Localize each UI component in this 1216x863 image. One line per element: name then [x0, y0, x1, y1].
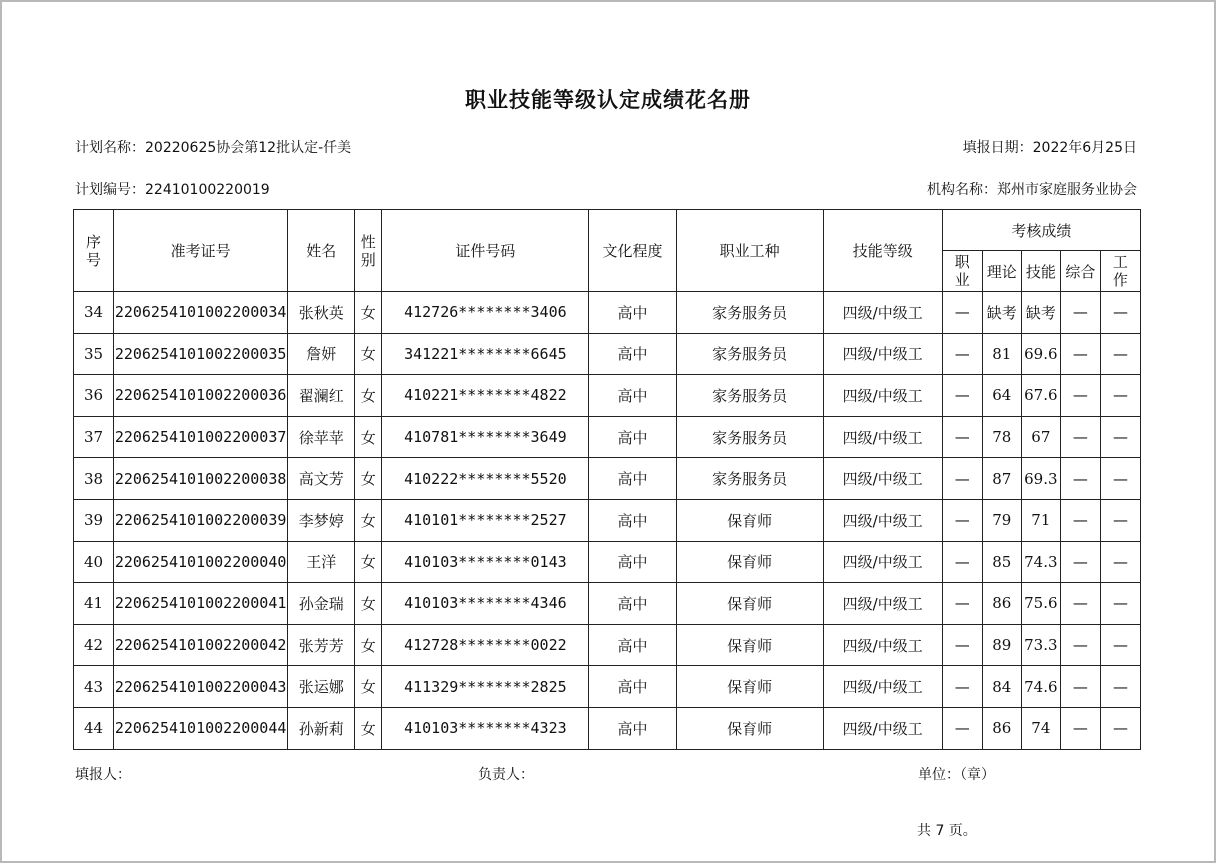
- cell-occupation: 保育师: [676, 541, 823, 583]
- cell-name: 张运娜: [288, 666, 355, 708]
- cell-name: 翟澜红: [288, 375, 355, 417]
- cell-work: —: [1100, 666, 1140, 708]
- cell-education: 高中: [589, 624, 676, 666]
- cell-level: 四级/中级工: [823, 541, 942, 583]
- col-header-id-no: 证件号码: [382, 210, 589, 292]
- cell-level: 四级/中级工: [823, 458, 942, 500]
- cell-comprehensive: —: [1060, 624, 1100, 666]
- cell-exam-no: 2206254101002200035: [114, 333, 288, 375]
- cell-seq: 35: [74, 333, 114, 375]
- cell-occupation: 保育师: [676, 666, 823, 708]
- cell-seq: 39: [74, 499, 114, 541]
- col-header-vocational-label: 职业: [954, 253, 970, 289]
- cell-work: —: [1100, 458, 1140, 500]
- col-header-theory: 理论: [982, 251, 1021, 292]
- cell-theory: 缺考: [982, 292, 1021, 334]
- cell-vocational: —: [942, 416, 982, 458]
- filler-label: 填报人：: [75, 767, 131, 783]
- cell-vocational: —: [942, 707, 982, 749]
- cell-skill: 74.6: [1021, 666, 1060, 708]
- cell-id-no: 411329********2825: [382, 666, 589, 708]
- col-header-vocational: [942, 251, 982, 292]
- cell-occupation: 家务服务员: [676, 458, 823, 500]
- cell-exam-no: 2206254101002200036: [114, 375, 288, 417]
- cell-vocational: —: [942, 375, 982, 417]
- cell-comprehensive: —: [1060, 292, 1100, 334]
- table-row: [74, 707, 1141, 749]
- cell-vocational: —: [942, 624, 982, 666]
- header-row: [74, 210, 1141, 251]
- cell-skill: 75.6: [1021, 583, 1060, 625]
- cell-gender: 女: [355, 375, 382, 417]
- cell-gender: 女: [355, 333, 382, 375]
- cell-id-no: 410221********4822: [382, 375, 589, 417]
- cell-occupation: 家务服务员: [676, 416, 823, 458]
- cell-gender: 女: [355, 624, 382, 666]
- col-header-gender-label: 性别: [360, 232, 376, 269]
- cell-exam-no: 2206254101002200043: [114, 666, 288, 708]
- cell-name: 王洋: [288, 541, 355, 583]
- cell-name: 詹妍: [288, 333, 355, 375]
- cell-comprehensive: —: [1060, 583, 1100, 625]
- cell-theory: 79: [982, 499, 1021, 541]
- cell-id-no: 410103********4323: [382, 707, 589, 749]
- cell-theory: 78: [982, 416, 1021, 458]
- page-title: 职业技能等级认定成绩花名册: [465, 88, 751, 112]
- table-row: [74, 416, 1141, 458]
- cell-gender: 女: [355, 583, 382, 625]
- cell-skill: 73.3: [1021, 624, 1060, 666]
- cell-exam-no: 2206254101002200041: [114, 583, 288, 625]
- cell-skill: 69.6: [1021, 333, 1060, 375]
- cell-level: 四级/中级工: [823, 375, 942, 417]
- cell-exam-no: 2206254101002200042: [114, 624, 288, 666]
- cell-vocational: —: [942, 541, 982, 583]
- table-row: [74, 458, 1141, 500]
- plan-number: 计划编号：22410100220019: [75, 182, 270, 198]
- cell-comprehensive: —: [1060, 499, 1100, 541]
- cell-seq: 34: [74, 292, 114, 334]
- cell-seq: 40: [74, 541, 114, 583]
- cell-work: —: [1100, 292, 1140, 334]
- cell-gender: 女: [355, 707, 382, 749]
- col-header-gender: [355, 210, 382, 292]
- cell-id-no: 341221********6645: [382, 333, 589, 375]
- cell-id-no: 410222********5520: [382, 458, 589, 500]
- cell-exam-no: 2206254101002200034: [114, 292, 288, 334]
- cell-comprehensive: —: [1060, 541, 1100, 583]
- cell-gender: 女: [355, 499, 382, 541]
- col-header-occupation: 职业工种: [676, 210, 823, 292]
- cell-exam-no: 2206254101002200044: [114, 707, 288, 749]
- col-header-skill: 技能: [1021, 251, 1060, 292]
- cell-work: —: [1100, 416, 1140, 458]
- cell-seq: 37: [74, 416, 114, 458]
- cell-education: 高中: [589, 375, 676, 417]
- col-header-exam-no: 准考证号: [114, 210, 288, 292]
- cell-occupation: 家务服务员: [676, 292, 823, 334]
- col-header-comprehensive: 综合: [1060, 251, 1100, 292]
- cell-education: 高中: [589, 541, 676, 583]
- table-row: [74, 499, 1141, 541]
- cell-exam-no: 2206254101002200040: [114, 541, 288, 583]
- cell-occupation: 家务服务员: [676, 375, 823, 417]
- plan-name: 计划名称：20220625协会第12批认定-仟美: [75, 140, 352, 156]
- cell-work: —: [1100, 333, 1140, 375]
- cell-vocational: —: [942, 292, 982, 334]
- cell-occupation: 保育师: [676, 624, 823, 666]
- cell-work: —: [1100, 499, 1140, 541]
- cell-theory: 87: [982, 458, 1021, 500]
- cell-skill: 67: [1021, 416, 1060, 458]
- table-row: [74, 375, 1141, 417]
- table-row: [74, 541, 1141, 583]
- cell-comprehensive: —: [1060, 375, 1100, 417]
- cell-comprehensive: —: [1060, 666, 1100, 708]
- cell-comprehensive: —: [1060, 707, 1100, 749]
- table-row: [74, 624, 1141, 666]
- page-count: 共 7 页。: [917, 823, 977, 839]
- cell-vocational: —: [942, 666, 982, 708]
- cell-level: 四级/中级工: [823, 666, 942, 708]
- cell-seq: 42: [74, 624, 114, 666]
- table-row: [74, 583, 1141, 625]
- cell-seq: 38: [74, 458, 114, 500]
- cell-occupation: 保育师: [676, 707, 823, 749]
- cell-occupation: 保育师: [676, 583, 823, 625]
- cell-work: —: [1100, 624, 1140, 666]
- cell-theory: 81: [982, 333, 1021, 375]
- cell-level: 四级/中级工: [823, 499, 942, 541]
- table-row: [74, 333, 1141, 375]
- cell-name: 李梦婷: [288, 499, 355, 541]
- cell-work: —: [1100, 541, 1140, 583]
- cell-work: —: [1100, 375, 1140, 417]
- col-header-education: 文化程度: [589, 210, 676, 292]
- cell-id-no: 410103********0143: [382, 541, 589, 583]
- col-header-work: [1100, 251, 1140, 292]
- cell-level: 四级/中级工: [823, 707, 942, 749]
- cell-id-no: 412726********3406: [382, 292, 589, 334]
- cell-education: 高中: [589, 666, 676, 708]
- cell-name: 张芳芳: [288, 624, 355, 666]
- cell-gender: 女: [355, 666, 382, 708]
- table-row: [74, 666, 1141, 708]
- org-name: 机构名称：郑州市家庭服务业协会: [927, 182, 1137, 198]
- col-header-seq-label: 序号: [86, 232, 102, 269]
- cell-comprehensive: —: [1060, 458, 1100, 500]
- cell-vocational: —: [942, 333, 982, 375]
- cell-exam-no: 2206254101002200038: [114, 458, 288, 500]
- cell-occupation: 家务服务员: [676, 333, 823, 375]
- cell-education: 高中: [589, 499, 676, 541]
- col-header-level: 技能等级: [823, 210, 942, 292]
- cell-education: 高中: [589, 333, 676, 375]
- cell-gender: 女: [355, 416, 382, 458]
- cell-skill: 71: [1021, 499, 1060, 541]
- cell-theory: 84: [982, 666, 1021, 708]
- cell-education: 高中: [589, 583, 676, 625]
- cell-education: 高中: [589, 707, 676, 749]
- cell-gender: 女: [355, 292, 382, 334]
- unit-stamp-label: 单位：（章）: [918, 767, 995, 783]
- col-header-name: 姓名: [288, 210, 355, 292]
- cell-id-no: 410103********4346: [382, 583, 589, 625]
- cell-comprehensive: —: [1060, 416, 1100, 458]
- cell-level: 四级/中级工: [823, 292, 942, 334]
- cell-name: 张秋英: [288, 292, 355, 334]
- cell-theory: 89: [982, 624, 1021, 666]
- cell-gender: 女: [355, 541, 382, 583]
- cell-work: —: [1100, 583, 1140, 625]
- cell-theory: 86: [982, 583, 1021, 625]
- fill-date: 填报日期：2022年6月25日: [962, 140, 1137, 156]
- cell-vocational: —: [942, 499, 982, 541]
- cell-education: 高中: [589, 458, 676, 500]
- cell-skill: 74: [1021, 707, 1060, 749]
- cell-level: 四级/中级工: [823, 624, 942, 666]
- cell-theory: 85: [982, 541, 1021, 583]
- cell-level: 四级/中级工: [823, 583, 942, 625]
- col-header-seq: [74, 210, 114, 292]
- cell-skill: 69.3: [1021, 458, 1060, 500]
- col-header-work-label: 工作: [1112, 253, 1128, 289]
- cell-id-no: 410781********3649: [382, 416, 589, 458]
- cell-level: 四级/中级工: [823, 333, 942, 375]
- cell-theory: 86: [982, 707, 1021, 749]
- cell-education: 高中: [589, 292, 676, 334]
- cell-work: —: [1100, 707, 1140, 749]
- cell-skill: 缺考: [1021, 292, 1060, 334]
- cell-id-no: 412728********0022: [382, 624, 589, 666]
- cell-seq: 41: [74, 583, 114, 625]
- cell-name: 高文芳: [288, 458, 355, 500]
- cell-vocational: —: [942, 583, 982, 625]
- cell-skill: 67.6: [1021, 375, 1060, 417]
- cell-theory: 64: [982, 375, 1021, 417]
- cell-name: 徐苹苹: [288, 416, 355, 458]
- table-row: [74, 292, 1141, 334]
- cell-occupation: 保育师: [676, 499, 823, 541]
- cell-name: 孙新莉: [288, 707, 355, 749]
- score-roster-table: [73, 209, 1141, 750]
- cell-level: 四级/中级工: [823, 416, 942, 458]
- cell-id-no: 410101********2527: [382, 499, 589, 541]
- cell-seq: 36: [74, 375, 114, 417]
- cell-name: 孙金瑞: [288, 583, 355, 625]
- cell-comprehensive: —: [1060, 333, 1100, 375]
- cell-exam-no: 2206254101002200039: [114, 499, 288, 541]
- cell-seq: 43: [74, 666, 114, 708]
- cell-skill: 74.3: [1021, 541, 1060, 583]
- cell-gender: 女: [355, 458, 382, 500]
- responsible-label: 负责人：: [478, 767, 534, 783]
- cell-vocational: —: [942, 458, 982, 500]
- col-header-scores: 考核成绩: [942, 210, 1140, 251]
- cell-exam-no: 2206254101002200037: [114, 416, 288, 458]
- cell-education: 高中: [589, 416, 676, 458]
- cell-seq: 44: [74, 707, 114, 749]
